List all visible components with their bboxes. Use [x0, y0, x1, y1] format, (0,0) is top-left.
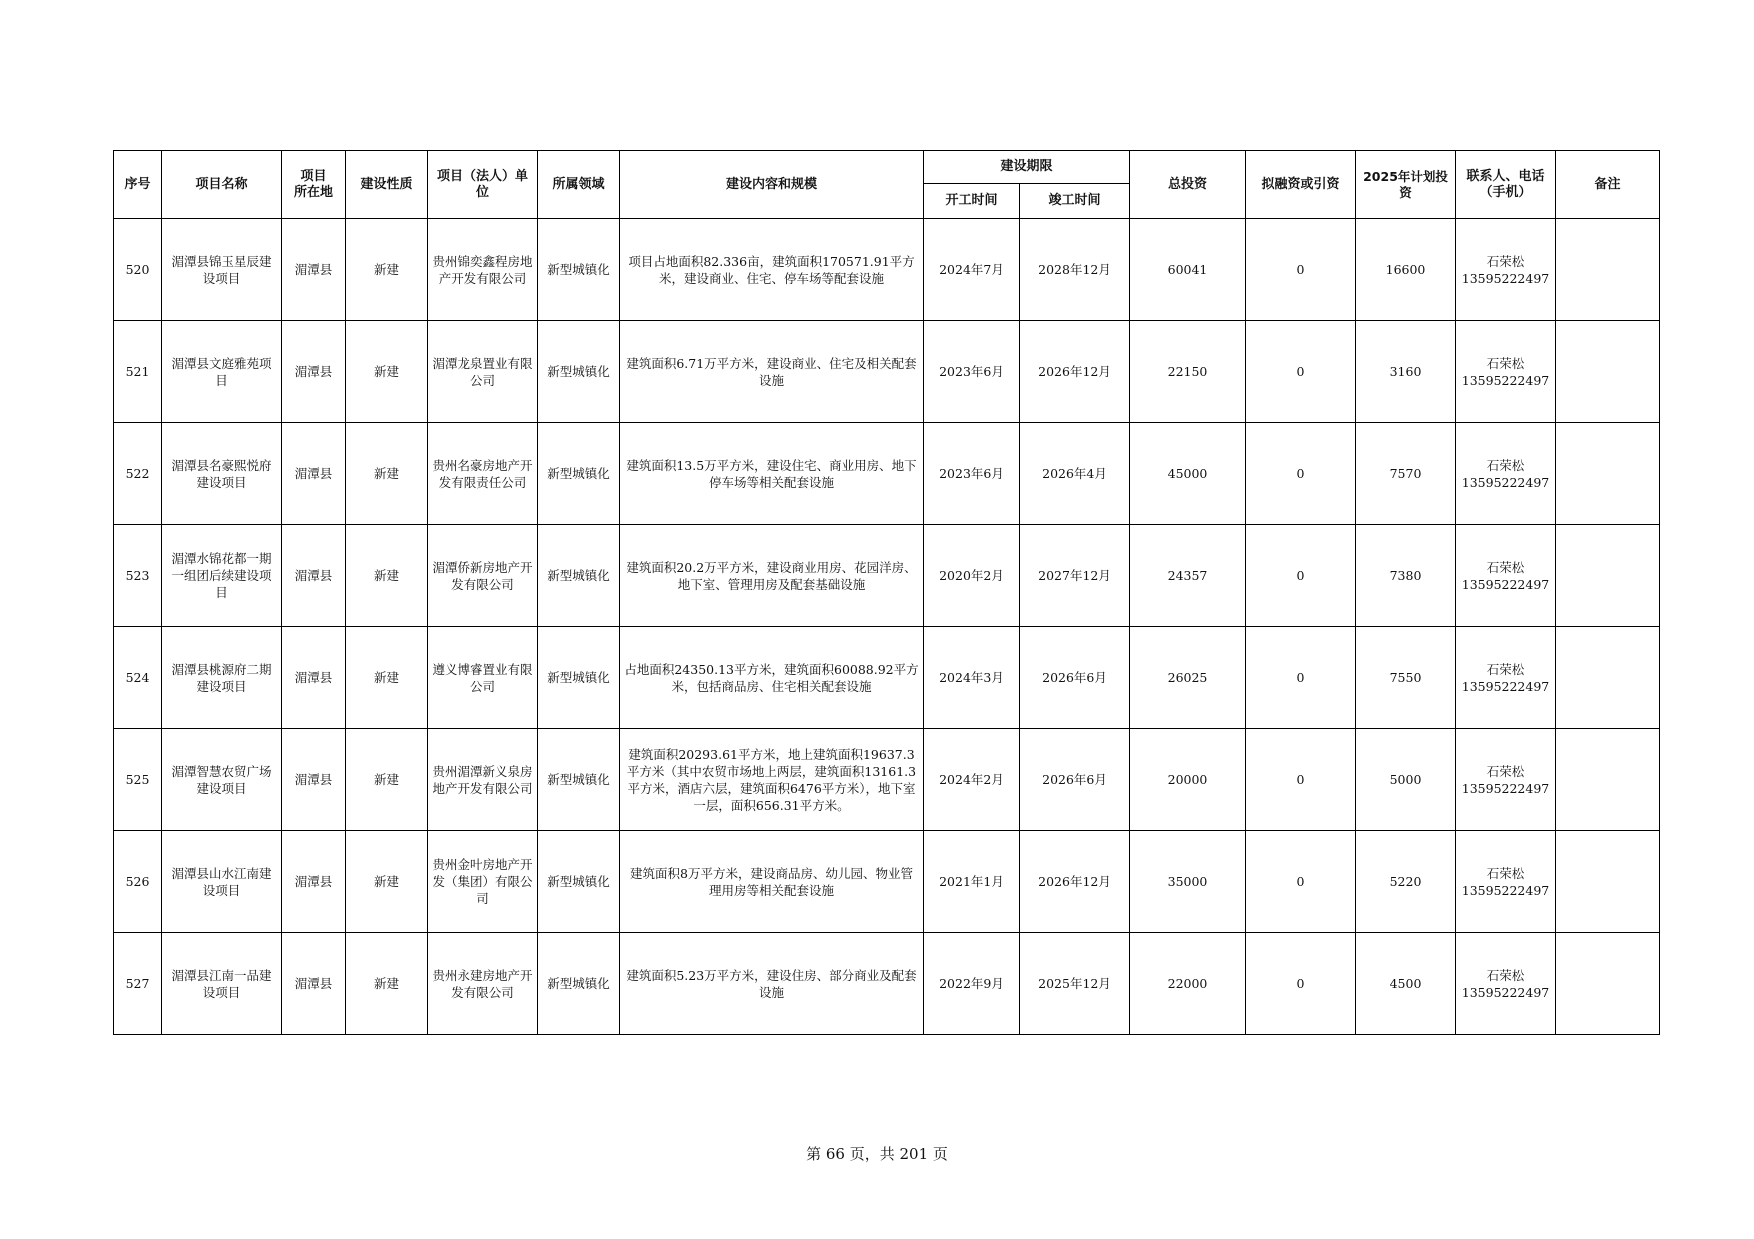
cell-nature: 新建	[346, 219, 428, 321]
table-body	[114, 219, 1660, 1035]
cell-start: 2024年2月	[924, 729, 1020, 831]
cell-content: 建筑面积13.5万平方米，建设住宅、商业用房、地下停车场等相关配套设施	[620, 423, 924, 525]
cell-nature: 新建	[346, 627, 428, 729]
cell-location: 湄潭县	[282, 423, 346, 525]
cell-location: 湄潭县	[282, 933, 346, 1035]
cell-plan2025: 7570	[1356, 423, 1456, 525]
cell-remark	[1556, 831, 1660, 933]
contact-name: 石荣松	[1486, 865, 1525, 881]
header-location: 项目 所在地	[282, 151, 346, 219]
table-row	[114, 321, 1660, 423]
cell-nature: 新建	[346, 831, 428, 933]
cell-location: 湄潭县	[282, 627, 346, 729]
cell-unit: 湄潭侨新房地产开发有限公司	[428, 525, 538, 627]
cell-remark	[1556, 525, 1660, 627]
cell-total: 45000	[1130, 423, 1246, 525]
cell-contact	[1456, 525, 1556, 627]
cell-end: 2026年6月	[1020, 729, 1130, 831]
cell-plan2025: 3160	[1356, 321, 1456, 423]
cell-plan2025: 7550	[1356, 627, 1456, 729]
header-plan2025: 2025年计划投资	[1356, 151, 1456, 219]
cell-plan2025: 4500	[1356, 933, 1456, 1035]
cell-seq: 527	[114, 933, 162, 1035]
cell-seq: 520	[114, 219, 162, 321]
cell-plan2025: 5220	[1356, 831, 1456, 933]
table-row	[114, 525, 1660, 627]
cell-remark	[1556, 933, 1660, 1035]
contact-phone: 13595222497	[1461, 372, 1550, 388]
cell-content: 建筑面积20.2万平方米，建设商业用房、花园洋房、地下室、管理用房及配套基础设施	[620, 525, 924, 627]
cell-end: 2027年12月	[1020, 525, 1130, 627]
cell-nature: 新建	[346, 729, 428, 831]
header-contact: 联系人、电话（手机）	[1456, 151, 1556, 219]
cell-nature: 新建	[346, 525, 428, 627]
cell-end: 2026年4月	[1020, 423, 1130, 525]
cell-name: 湄潭县锦玉星辰建设项目	[162, 219, 282, 321]
header-total: 总投资	[1130, 151, 1246, 219]
cell-total: 24357	[1130, 525, 1246, 627]
contact-phone: 13595222497	[1461, 474, 1550, 490]
header-nature: 建设性质	[346, 151, 428, 219]
cell-name: 湄潭县江南一品建设项目	[162, 933, 282, 1035]
contact-phone: 13595222497	[1461, 678, 1550, 694]
cell-start: 2024年3月	[924, 627, 1020, 729]
cell-unit: 贵州锦奕鑫程房地产开发有限公司	[428, 219, 538, 321]
cell-plan2025: 16600	[1356, 219, 1456, 321]
cell-unit: 贵州湄潭新义泉房地产开发有限公司	[428, 729, 538, 831]
cell-content: 项目占地面积82.336亩，建筑面积170571.91平方米，建设商业、住宅、停车场等配套设施	[620, 219, 924, 321]
page-footer: 第 66 页，共 201 页	[806, 1145, 948, 1163]
cell-financing: 0	[1246, 933, 1356, 1035]
cell-field: 新型城镇化	[538, 627, 620, 729]
cell-location: 湄潭县	[282, 729, 346, 831]
cell-name: 湄潭县文庭雅苑项目	[162, 321, 282, 423]
contact-name: 石荣松	[1486, 967, 1525, 983]
cell-content: 建筑面积5.23万平方米，建设住房、部分商业及配套设施	[620, 933, 924, 1035]
cell-field: 新型城镇化	[538, 933, 620, 1035]
table-row	[114, 219, 1660, 321]
contact-name: 石荣松	[1486, 355, 1525, 371]
cell-remark	[1556, 423, 1660, 525]
header-remark: 备注	[1556, 151, 1660, 219]
cell-unit: 贵州金叶房地产开发（集团）有限公司	[428, 831, 538, 933]
cell-name: 湄潭县山水江南建设项目	[162, 831, 282, 933]
header-unit: 项目（法人）单位	[428, 151, 538, 219]
cell-field: 新型城镇化	[538, 321, 620, 423]
header-field: 所属领域	[538, 151, 620, 219]
header-end: 竣工时间	[1020, 184, 1130, 219]
cell-financing: 0	[1246, 219, 1356, 321]
cell-total: 20000	[1130, 729, 1246, 831]
cell-financing: 0	[1246, 321, 1356, 423]
cell-end: 2026年6月	[1020, 627, 1130, 729]
cell-contact	[1456, 933, 1556, 1035]
cell-total: 22150	[1130, 321, 1246, 423]
cell-location: 湄潭县	[282, 525, 346, 627]
cell-content: 建筑面积20293.61平方米，地上建筑面积19637.3平方米（其中农贸市场地上两层，建筑面积13161.3平方米，酒店六层，建筑面积6476平方米），地下室一层，面积656.31平方米。	[620, 729, 924, 831]
cell-contact	[1456, 423, 1556, 525]
cell-field: 新型城镇化	[538, 729, 620, 831]
cell-seq: 524	[114, 627, 162, 729]
table-row	[114, 423, 1660, 525]
cell-plan2025: 7380	[1356, 525, 1456, 627]
cell-financing: 0	[1246, 423, 1356, 525]
contact-phone: 13595222497	[1461, 576, 1550, 592]
header-content: 建设内容和规模	[620, 151, 924, 219]
cell-name: 湄潭水锦花都一期一组团后续建设项目	[162, 525, 282, 627]
cell-start: 2021年1月	[924, 831, 1020, 933]
cell-name: 湄潭县名豪熙悦府建设项目	[162, 423, 282, 525]
cell-start: 2023年6月	[924, 321, 1020, 423]
cell-seq: 526	[114, 831, 162, 933]
cell-contact	[1456, 729, 1556, 831]
header-name: 项目名称	[162, 151, 282, 219]
cell-name: 湄潭智慧农贸广场建设项目	[162, 729, 282, 831]
header-period: 建设期限	[924, 151, 1130, 184]
header-seq: 序号	[114, 151, 162, 219]
contact-name: 石荣松	[1486, 559, 1525, 575]
cell-financing: 0	[1246, 525, 1356, 627]
cell-remark	[1556, 627, 1660, 729]
cell-financing: 0	[1246, 831, 1356, 933]
cell-end: 2025年12月	[1020, 933, 1130, 1035]
cell-content: 占地面积24350.13平方米，建筑面积60088.92平方米，包括商品房、住宅相关配套设施	[620, 627, 924, 729]
cell-unit: 遵义博睿置业有限公司	[428, 627, 538, 729]
cell-contact	[1456, 321, 1556, 423]
cell-name: 湄潭县桃源府二期建设项目	[162, 627, 282, 729]
table-row	[114, 831, 1660, 933]
cell-unit: 贵州永建房地产开发有限公司	[428, 933, 538, 1035]
cell-contact	[1456, 219, 1556, 321]
cell-location: 湄潭县	[282, 321, 346, 423]
contact-name: 石荣松	[1486, 457, 1525, 473]
cell-end: 2028年12月	[1020, 219, 1130, 321]
cell-financing: 0	[1246, 729, 1356, 831]
header-start: 开工时间	[924, 184, 1020, 219]
cell-location: 湄潭县	[282, 219, 346, 321]
project-table	[113, 150, 1660, 1035]
header-financing: 拟融资或引资	[1246, 151, 1356, 219]
cell-total: 22000	[1130, 933, 1246, 1035]
contact-phone: 13595222497	[1461, 882, 1550, 898]
contact-name: 石荣松	[1486, 253, 1525, 269]
cell-content: 建筑面积8万平方米，建设商品房、幼儿园、物业管理用房等相关配套设施	[620, 831, 924, 933]
table-row	[114, 729, 1660, 831]
cell-seq: 521	[114, 321, 162, 423]
cell-location: 湄潭县	[282, 831, 346, 933]
cell-seq: 523	[114, 525, 162, 627]
cell-contact	[1456, 627, 1556, 729]
cell-start: 2022年9月	[924, 933, 1020, 1035]
cell-field: 新型城镇化	[538, 219, 620, 321]
cell-remark	[1556, 321, 1660, 423]
cell-field: 新型城镇化	[538, 831, 620, 933]
cell-field: 新型城镇化	[538, 525, 620, 627]
cell-end: 2026年12月	[1020, 831, 1130, 933]
contact-name: 石荣松	[1486, 763, 1525, 779]
cell-total: 26025	[1130, 627, 1246, 729]
cell-seq: 525	[114, 729, 162, 831]
cell-start: 2024年7月	[924, 219, 1020, 321]
cell-plan2025: 5000	[1356, 729, 1456, 831]
cell-start: 2020年2月	[924, 525, 1020, 627]
cell-nature: 新建	[346, 321, 428, 423]
cell-nature: 新建	[346, 933, 428, 1035]
cell-total: 60041	[1130, 219, 1246, 321]
table-row	[114, 627, 1660, 729]
contact-name: 石荣松	[1486, 661, 1525, 677]
cell-financing: 0	[1246, 627, 1356, 729]
cell-contact	[1456, 831, 1556, 933]
cell-end: 2026年12月	[1020, 321, 1130, 423]
cell-content: 建筑面积6.71万平方米，建设商业、住宅及相关配套设施	[620, 321, 924, 423]
cell-nature: 新建	[346, 423, 428, 525]
cell-seq: 522	[114, 423, 162, 525]
cell-unit: 贵州名豪房地产开发有限责任公司	[428, 423, 538, 525]
contact-phone: 13595222497	[1461, 984, 1550, 1000]
table-row	[114, 933, 1660, 1035]
cell-total: 35000	[1130, 831, 1246, 933]
cell-unit: 湄潭龙泉置业有限公司	[428, 321, 538, 423]
cell-remark	[1556, 729, 1660, 831]
cell-field: 新型城镇化	[538, 423, 620, 525]
contact-phone: 13595222497	[1461, 780, 1550, 796]
cell-remark	[1556, 219, 1660, 321]
contact-phone: 13595222497	[1461, 270, 1550, 286]
cell-start: 2023年6月	[924, 423, 1020, 525]
